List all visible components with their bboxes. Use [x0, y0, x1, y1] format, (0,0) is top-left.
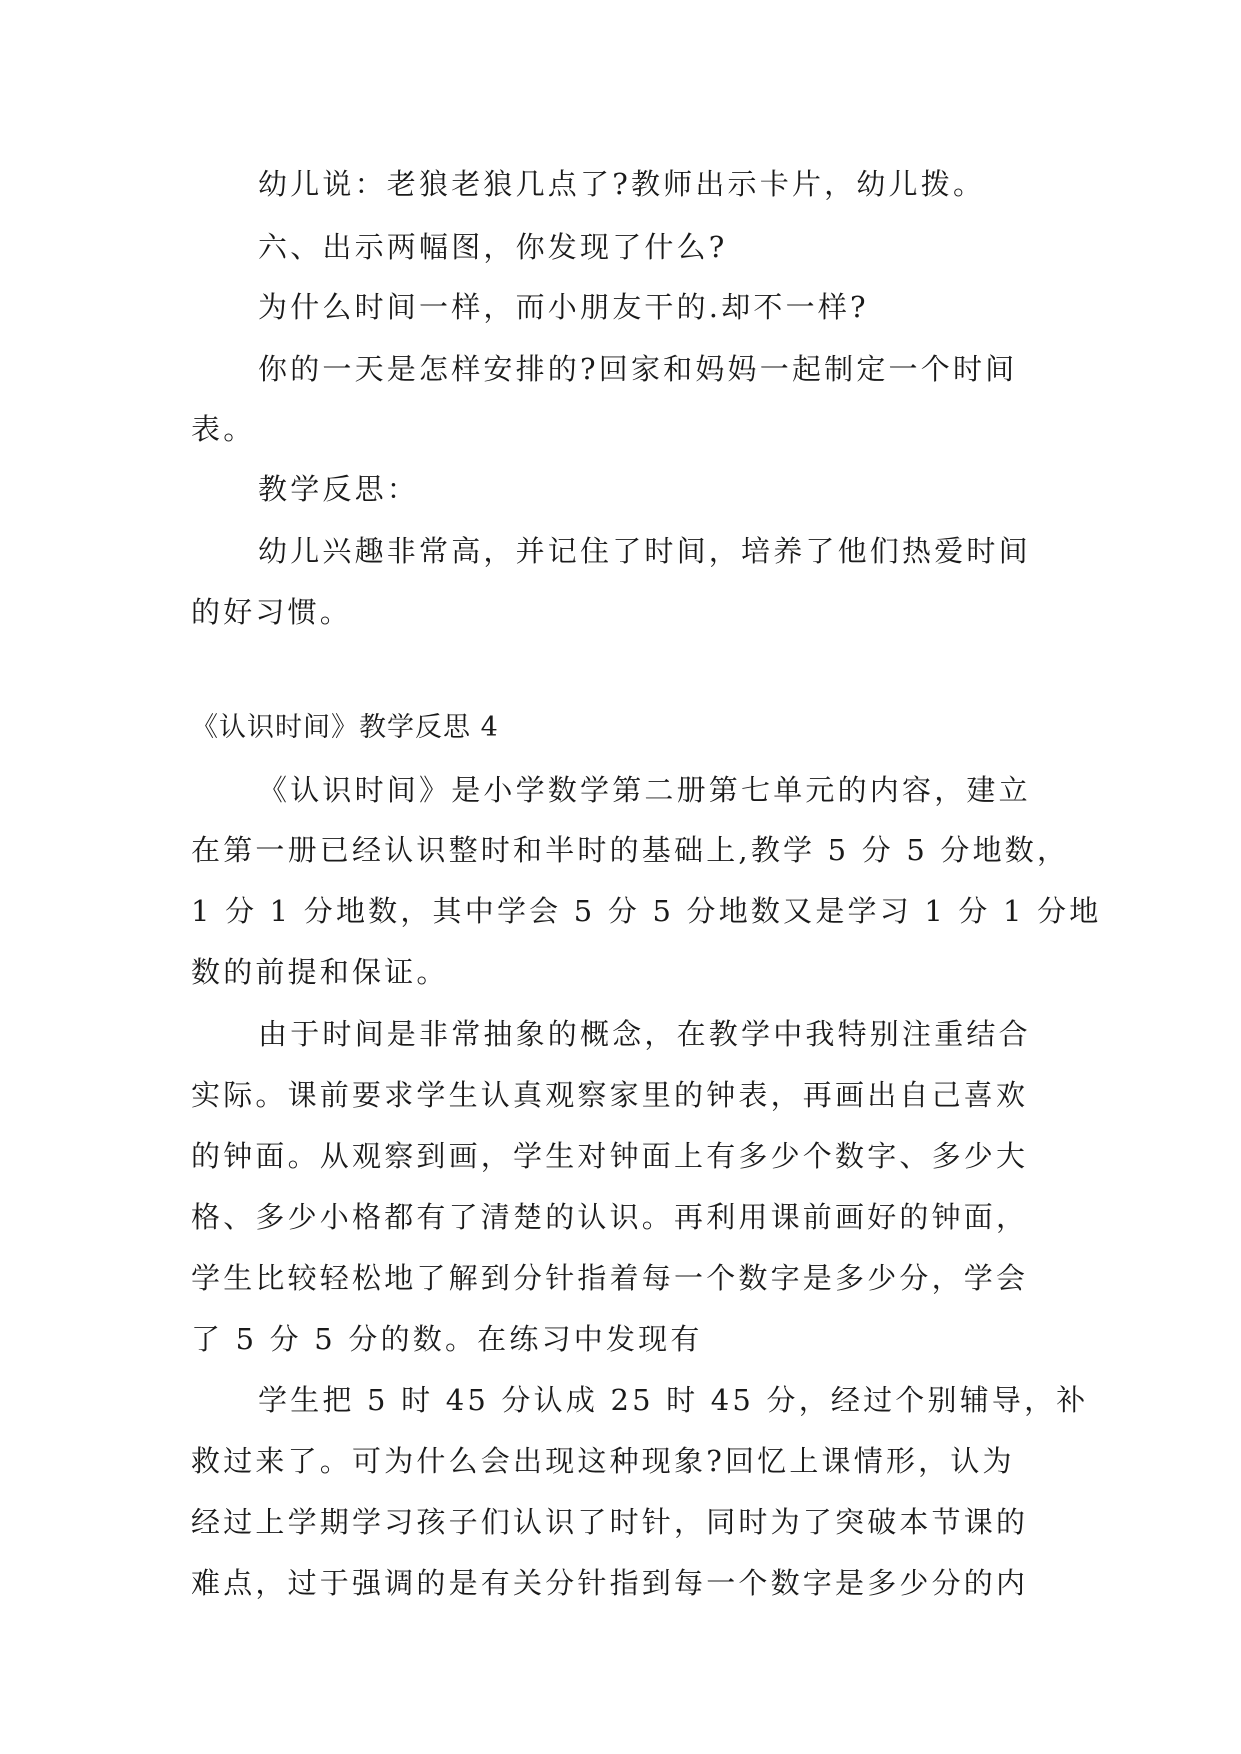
section-title: 《认识时间》教学反思 4	[191, 712, 499, 743]
paragraph-line: 你的一天是怎样安排的?回家和妈妈一起制定一个时间	[258, 352, 1018, 386]
paragraph-line: 的钟面。从观察到画，学生对钟面上有多少个数字、多少大	[191, 1139, 1029, 1173]
paragraph-line: 经过上学期学习孩子们认识了时针，同时为了突破本节课的	[191, 1505, 1029, 1539]
paragraph-line: 救过来了。可为什么会出现这种现象?回忆上课情形，认为	[191, 1444, 1015, 1478]
paragraph-line: 幼儿兴趣非常高，并记住了时间，培养了他们热爱时间	[258, 534, 1031, 568]
paragraph-line: 1 分 1 分地数，其中学会 5 分 5 分地数又是学习 1 分 1 分地	[191, 894, 1102, 928]
paragraph-line: 学生比较轻松地了解到分针指着每一个数字是多少分，学会	[191, 1261, 1029, 1295]
paragraph-line: 的好习惯。	[191, 595, 353, 629]
paragraph-line: 幼儿说：老狼老狼几点了?教师出示卡片，幼儿拨。	[258, 167, 986, 201]
paragraph-line: 为什么时间一样，而小朋友干的.却不一样?	[258, 290, 869, 324]
paragraph-line: 数的前提和保证。	[191, 955, 449, 989]
paragraph-line: 格、多少小格都有了清楚的认识。再利用课前画好的钟面，	[191, 1200, 1029, 1234]
paragraph-line: 《认识时间》是小学数学第二册第七单元的内容，建立	[258, 773, 1031, 807]
paragraph-line: 了 5 分 5 分的数。在练习中发现有	[191, 1322, 703, 1356]
paragraph-line: 难点，过于强调的是有关分针指到每一个数字是多少分的内	[191, 1566, 1029, 1600]
paragraph-line: 学生把 5 时 45 分认成 25 时 45 分，经过个别辅导，补	[258, 1383, 1089, 1417]
paragraph-line: 教学反思：	[258, 472, 420, 506]
paragraph-line: 实际。课前要求学生认真观察家里的钟表，再画出自己喜欢	[191, 1078, 1029, 1112]
paragraph-line: 在第一册已经认识整时和半时的基础上,教学 5 分 5 分地数，	[191, 833, 1070, 867]
paragraph-line: 由于时间是非常抽象的概念，在教学中我特别注重结合	[258, 1017, 1031, 1051]
paragraph-line: 六、出示两幅图，你发现了什么?	[258, 230, 728, 264]
paragraph-line: 表。	[191, 412, 256, 446]
